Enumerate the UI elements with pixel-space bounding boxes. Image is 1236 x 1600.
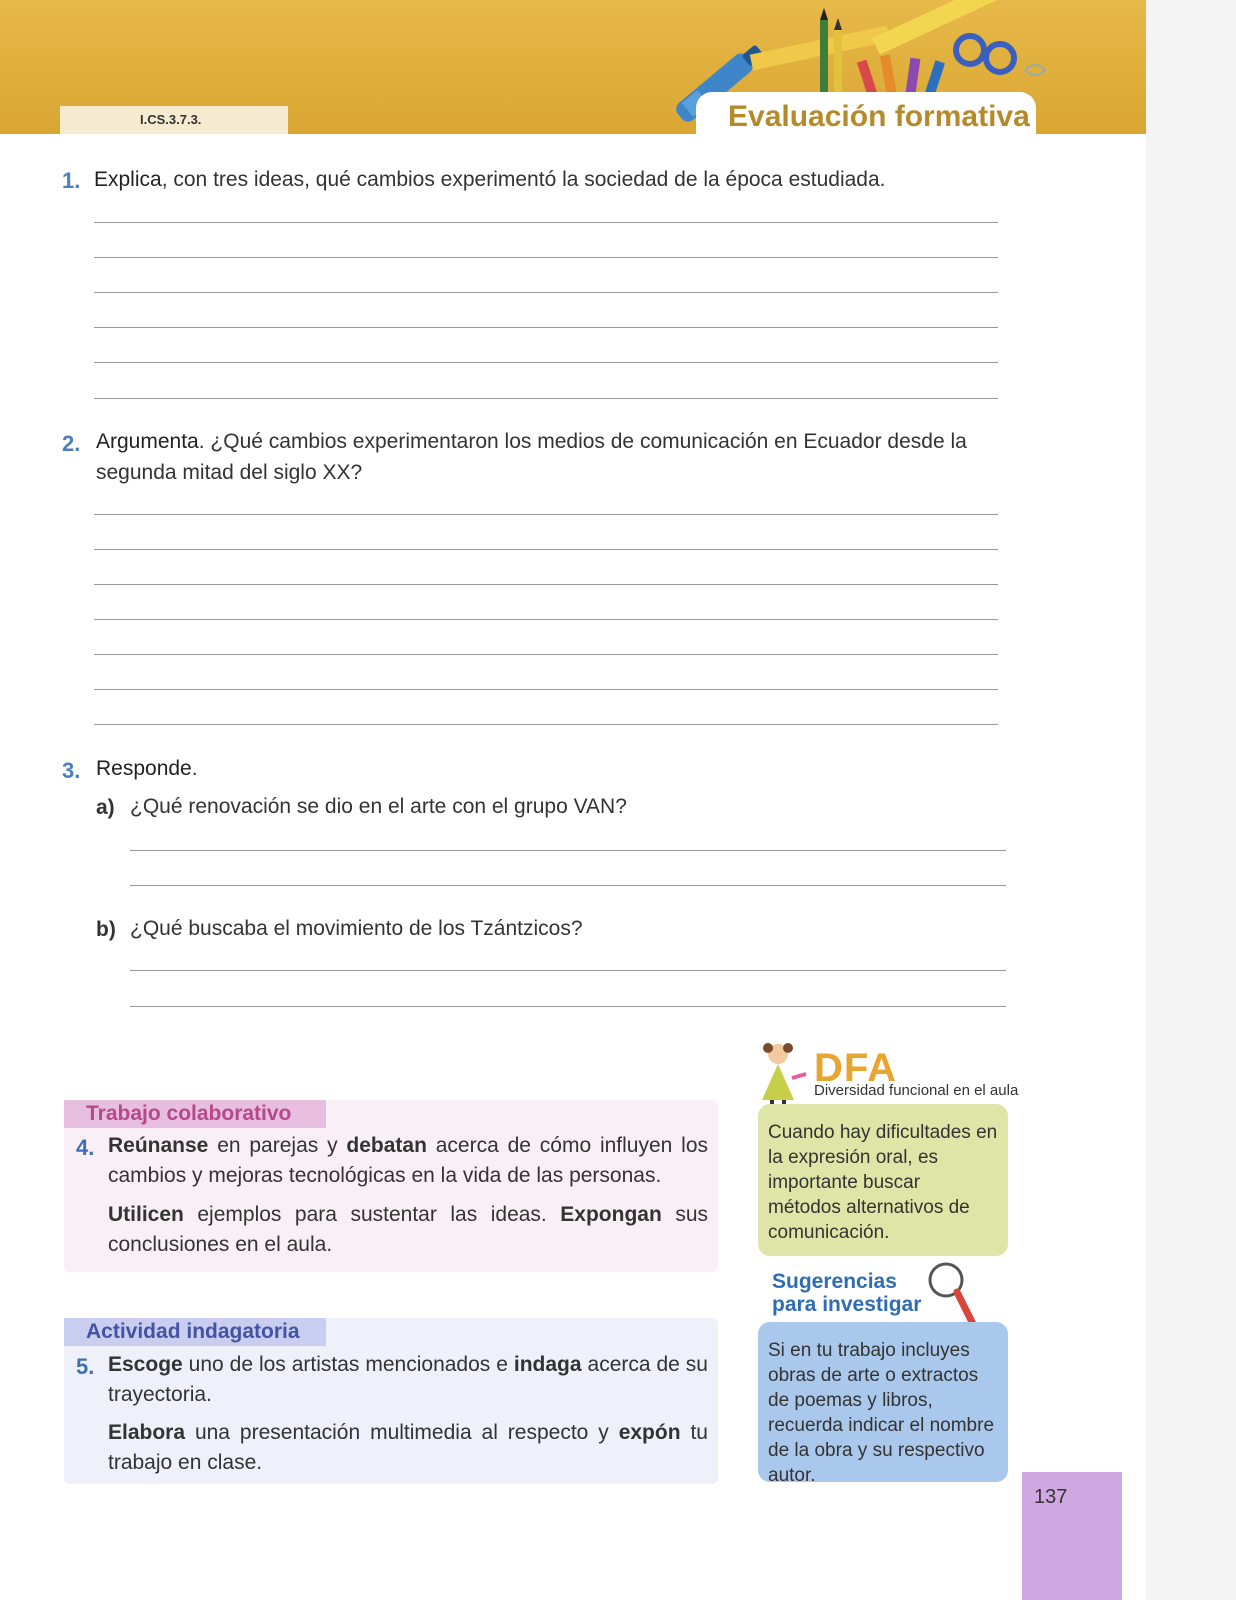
subquestion-b-text: ¿Qué buscaba el movimiento de los Tzántzicos?: [130, 917, 583, 940]
activity-4-text-2: acerca de cómo influyen los cambios y mejoras tecnológicas en la vida de las personas.: [108, 1134, 709, 1187]
curriculum-code: I.CS.3.7.3.: [60, 106, 288, 134]
girl-illustration-icon: [748, 1038, 814, 1110]
answer-line[interactable]: [94, 222, 998, 223]
activity-4-text-3: ejemplos para sustentar las ideas.: [183, 1203, 561, 1226]
question-2-line2: segunda mitad del siglo XX?: [96, 461, 363, 484]
activity-4-verb-2: debatan: [346, 1134, 427, 1157]
question-2-line1: . ¿Qué cambios experimentaron los medios de comunicación en Ecuador desde la: [198, 430, 967, 453]
answer-line[interactable]: [94, 292, 998, 293]
question-1-verb: Explica: [94, 168, 162, 191]
activity-4-verb-4: Expongan: [560, 1203, 662, 1226]
activity-4-verb-3: Utilicen: [108, 1203, 184, 1226]
activity-5-paragraph-2: [108, 1418, 708, 1478]
answer-line[interactable]: [94, 619, 998, 620]
answer-line[interactable]: [94, 724, 998, 725]
activity-4-verb-1: Reúnanse: [108, 1134, 209, 1157]
answer-line[interactable]: [94, 689, 998, 690]
suggestions-note: Si en tu trabajo incluyes obras de arte o extractos de poemas y libros, recuerda indicar el nombre de la obra y su respectivo autor.: [758, 1322, 1008, 1482]
activity-5-verb-4: expón: [618, 1421, 681, 1444]
activity-4-paragraph-1: [108, 1131, 708, 1191]
question-1-number: 1.: [62, 168, 81, 193]
answer-line[interactable]: [94, 549, 998, 550]
activity-4-text-1: en parejas y: [208, 1134, 347, 1157]
activity-5-text-4: tu trabajo en clase.: [108, 1421, 708, 1474]
answer-line[interactable]: [94, 654, 998, 655]
answer-line[interactable]: [130, 885, 1006, 886]
dfa-note: Cuando hay dificultades en la expresión oral, es importante buscar métodos alternativos de comunicación.: [758, 1104, 1008, 1256]
activity-5-verb-3: Elabora: [108, 1421, 186, 1444]
answer-line[interactable]: [130, 970, 1006, 971]
dfa-subtitle: Diversidad funcional en el aula: [814, 1082, 1019, 1099]
answer-line[interactable]: [94, 584, 998, 585]
activity-5-text-3: una presentación multimedia al respecto y: [185, 1421, 619, 1444]
dfa-title: DFA: [814, 1046, 897, 1090]
collaborative-work-tab: Trabajo colaborativo: [64, 1100, 326, 1128]
subquestion-b-letter: b): [96, 918, 116, 941]
question-3-text: [96, 753, 198, 784]
answer-line[interactable]: [130, 850, 1006, 851]
question-3-period: .: [191, 757, 198, 780]
question-1-body: , con tres ideas, qué cambios experimentó la sociedad de la época estudiada.: [161, 168, 886, 191]
activity-5-text-1: uno de los artistas mencionados e: [182, 1353, 514, 1376]
answer-line[interactable]: [94, 362, 998, 363]
activity-5-number: 5.: [76, 1354, 95, 1379]
page-number: 137: [1034, 1486, 1068, 1508]
activity-5-verb-2: indaga: [513, 1353, 582, 1376]
activity-4-paragraph-2: [108, 1200, 708, 1260]
question-1-text: [94, 164, 886, 195]
question-3-verb: Responde: [96, 757, 192, 780]
activity-5-verb-1: Escoge: [108, 1353, 183, 1376]
page-margin: [1146, 0, 1236, 1600]
suggestions-title: [772, 1270, 921, 1316]
answer-line[interactable]: [94, 327, 998, 328]
activity-4-number: 4.: [76, 1135, 95, 1160]
subquestion-a-text: ¿Qué renovación se dio en el arte con el grupo VAN?: [130, 795, 627, 818]
suggestions-title-line1: Sugerencias: [772, 1270, 897, 1293]
question-2-verb: Argumenta: [96, 430, 199, 453]
question-2-number: 2.: [62, 431, 81, 456]
page-title: Evaluación formativa: [728, 100, 1030, 133]
answer-line[interactable]: [130, 1006, 1006, 1007]
answer-line[interactable]: [94, 514, 998, 515]
answer-line[interactable]: [94, 257, 998, 258]
answer-line[interactable]: [94, 398, 998, 399]
subquestion-a-letter: a): [96, 796, 115, 819]
question-2-text: [96, 426, 1008, 457]
suggestions-title-line2: para investigar: [772, 1293, 922, 1316]
activity-4-text-4: sus conclusiones en el aula.: [108, 1203, 709, 1256]
question-3-number: 3.: [62, 758, 81, 783]
activity-5-text-2: acerca de su trayectoria.: [108, 1353, 708, 1406]
activity-5-paragraph-1: [108, 1350, 708, 1410]
research-activity-tab: Actividad indagatoria: [64, 1318, 326, 1346]
